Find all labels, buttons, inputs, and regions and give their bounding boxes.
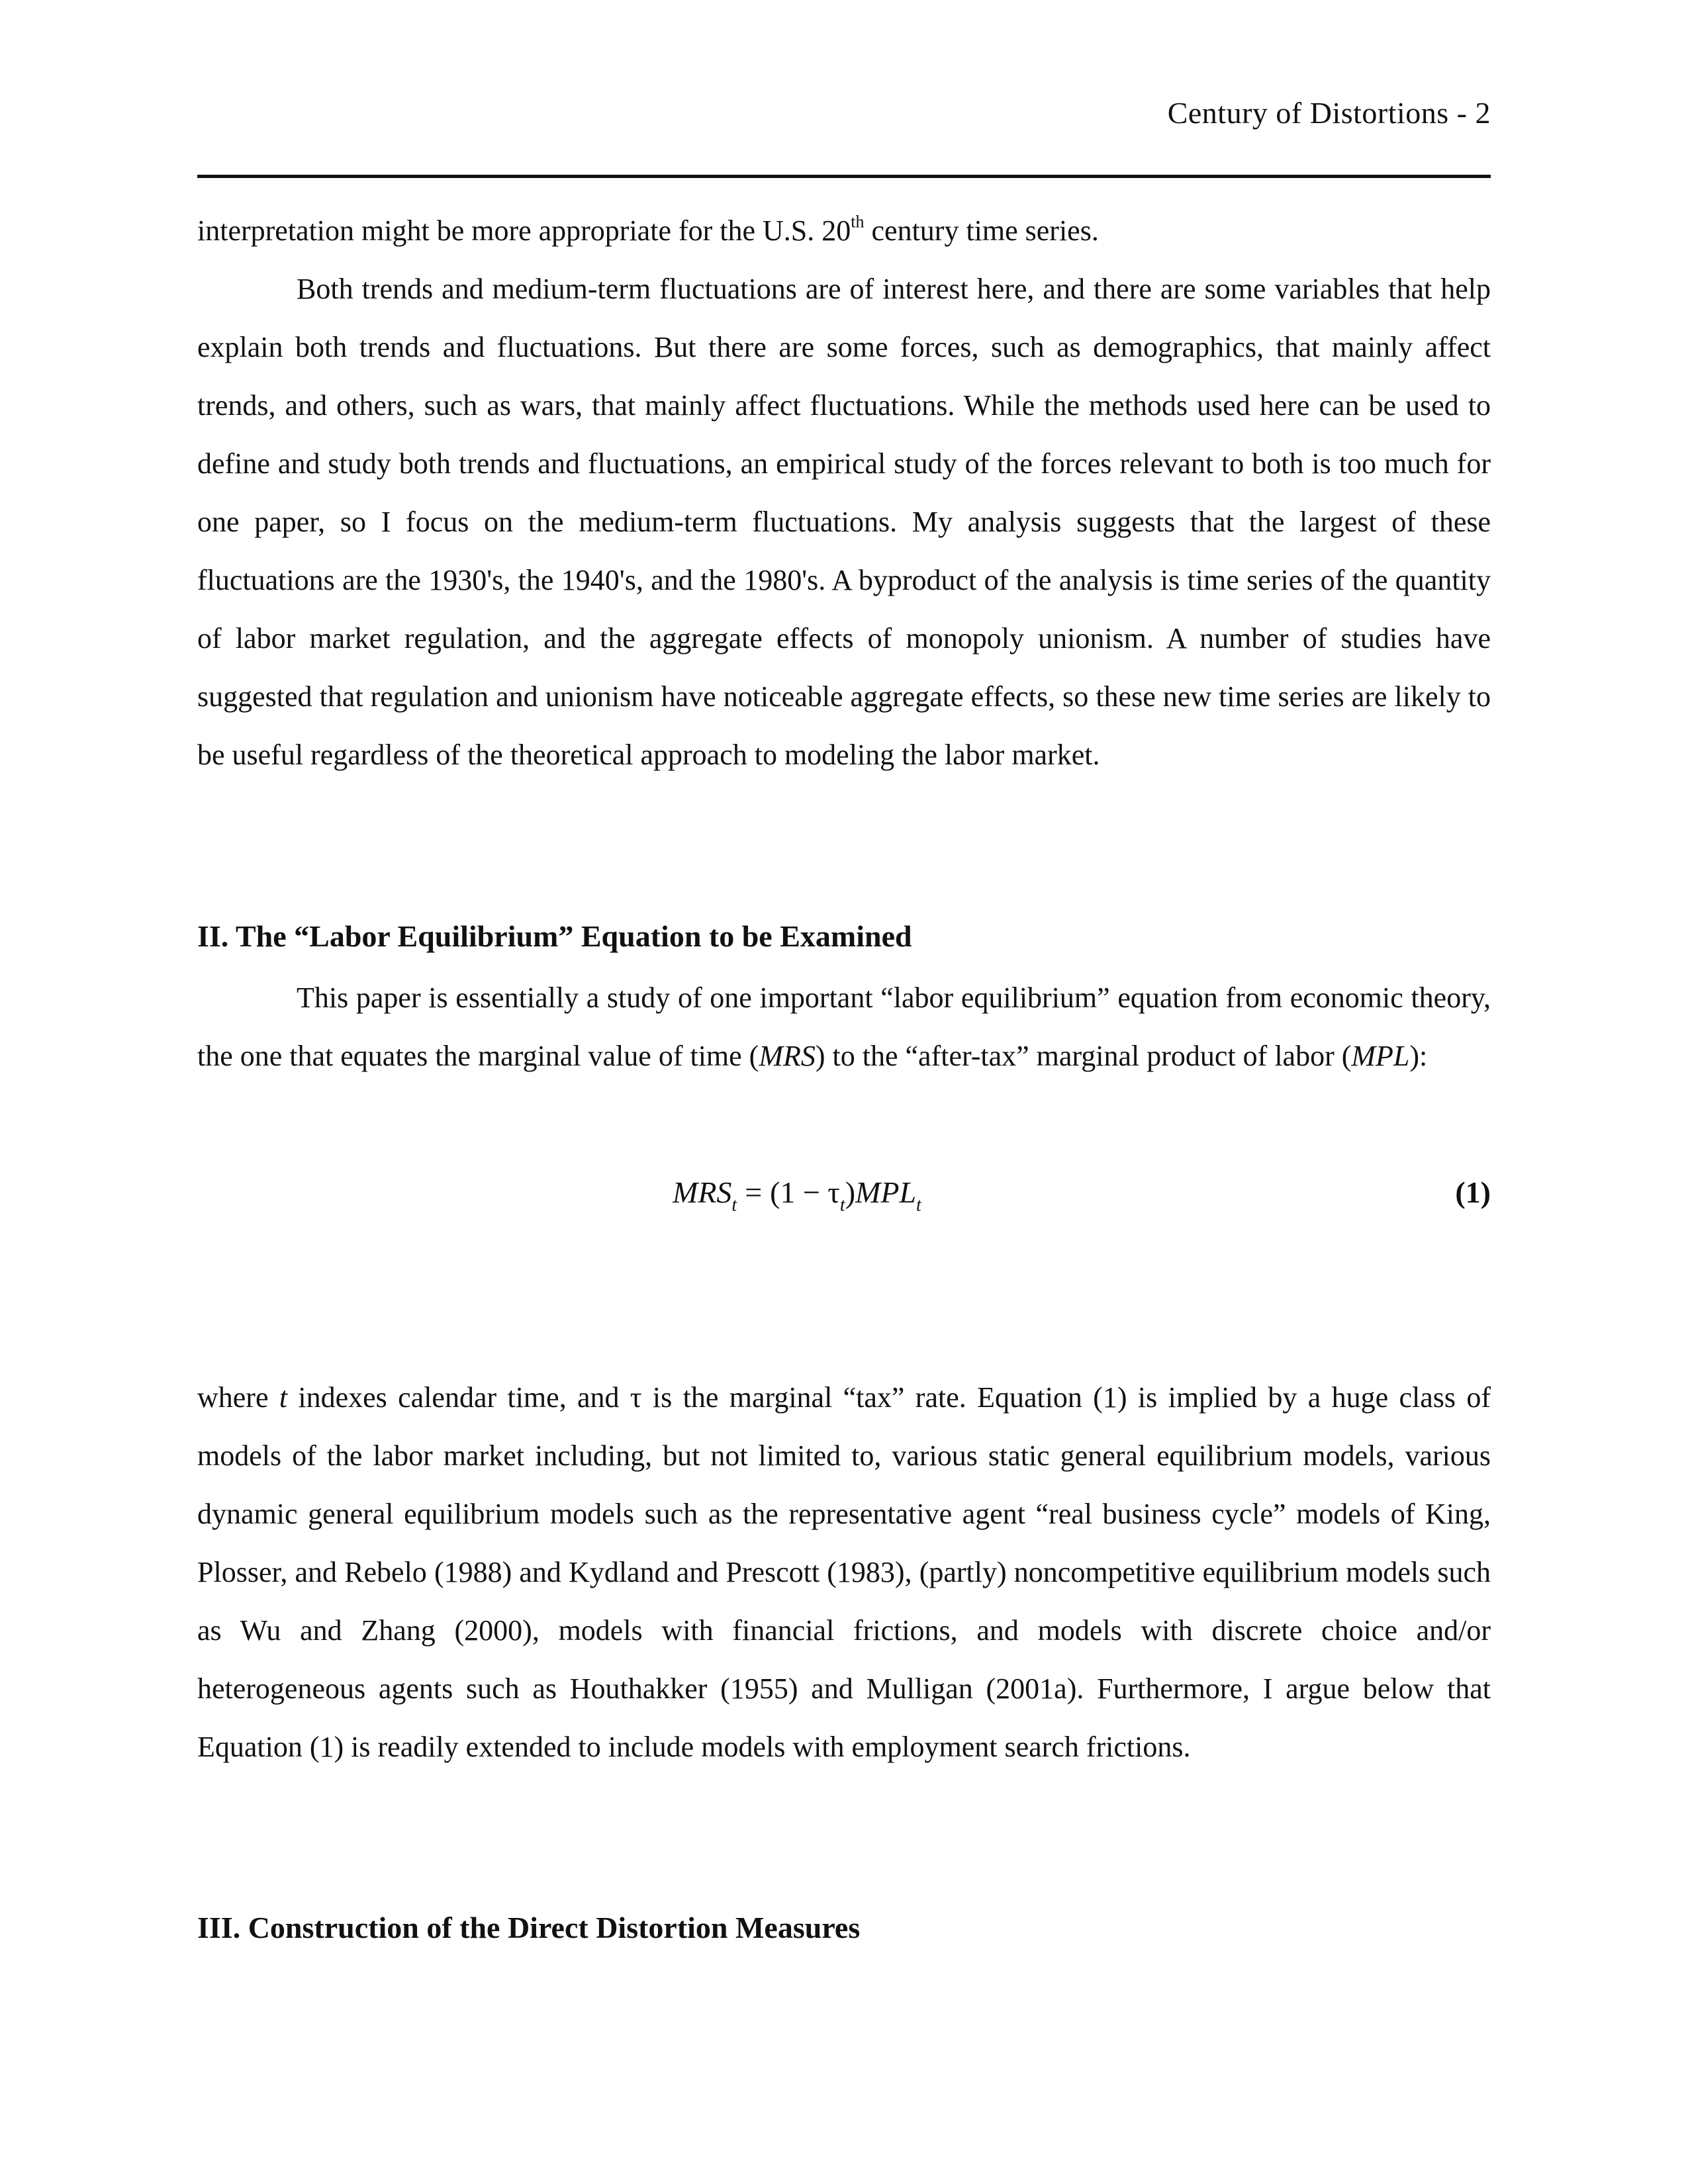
where-word: where [197, 1381, 279, 1414]
equation-1 [197, 1166, 1491, 1219]
eq-lhs: MRS [673, 1175, 732, 1209]
eq-close-paren: ) [845, 1175, 856, 1209]
eq-tau-subscript: t [839, 1195, 845, 1216]
intro-part-2: ) to the “after-tax” marginal product of labor ( [815, 1040, 1352, 1072]
discussion-part-b: is the marginal “tax” rate. Equation (1) is implied by a huge class of models of the labor market including, but not limited to, various static general equilibrium models, various dynamic general equilibrium models such as the representative agent “real business cycle” models of King, Plosser, and Rebelo (1988) and Kydland and Prescott (1983), (partly) noncompetitive equilibrium models such as Wu and Zhang (2000), models with financial frictions, and models with discrete choice and/or heterogeneous agents such as Houthakker (1955) and Mulligan (2001a). Furthermore, I argue below that Equation (1) is readily extended to include models with employment search frictions. [197, 1381, 1491, 1763]
running-header: Century of Distortions - 2 [1167, 96, 1491, 130]
eq-equals: = [745, 1175, 763, 1209]
eq-rhs: MPL [855, 1175, 917, 1209]
after-equation-text-block [197, 1369, 1491, 1776]
section-heading-2: II. The “Labor Equilibrium” Equation to be Examined [197, 919, 912, 953]
mpl-term: MPL [1351, 1040, 1410, 1072]
intro-part-1: This paper is essentially a study of one important “labor equilibrium” equation from economic theory, the one that equates the marginal value of time ( [197, 981, 1491, 1072]
section-2-text-block [197, 969, 1491, 1085]
paragraph-continuation-end: century time series. [864, 214, 1099, 247]
eq-tau: τ [827, 1175, 840, 1209]
paragraph-continuation-text: interpretation might be more appropriate for the U.S. 20 [197, 214, 851, 247]
intro-part-3: ): [1409, 1040, 1428, 1072]
paragraph-trends-fluctuations: Both trends and medium-term fluctuations are of interest here, and there are some variables that help explain both trends and fluctuations. But there are some forces, such as demographics, that mainly affect trends, and others, such as wars, that mainly affect fluctuations. While the methods used here can be used to define and study both trends and fluctuations, an empirical study of the forces relevant to both is too much for one paper, so I focus on the medium-term fluctuations. My analysis suggests that the largest of these fluctuations are the 1930's, the 1940's, and the 1980's. A byproduct of the analysis is time series of the quantity of labor market regulation, and the aggregate effects of monopoly unionism. A number of studies have suggested that regulation and unionism have noticeable aggregate effects, so these new time series are likely to be useful regardless of the theoretical approach to modeling the labor market. [197, 273, 1491, 771]
discussion-part-a: indexes calendar time, and [287, 1381, 630, 1414]
section-heading-3: III. Construction of the Direct Distortion Measures [197, 1911, 861, 1944]
intro-text-block [197, 202, 1491, 784]
paragraph-labor-equilibrium [197, 969, 1491, 1085]
equation-body [673, 1166, 921, 1219]
eq-open-paren: (1 − [770, 1175, 828, 1209]
t-variable: t [279, 1381, 288, 1414]
eq-lhs-subscript: t [731, 1195, 737, 1216]
paragraph-equation-discussion [197, 1369, 1491, 1776]
header-rule [197, 175, 1491, 178]
paragraph-continuation [197, 202, 1491, 260]
eq-rhs-subscript: t [916, 1195, 921, 1216]
tau-symbol: τ [630, 1381, 642, 1414]
mrs-term: MRS [759, 1040, 816, 1072]
equation-number: (1) [1455, 1175, 1491, 1209]
ordinal-superscript: th [851, 212, 865, 232]
